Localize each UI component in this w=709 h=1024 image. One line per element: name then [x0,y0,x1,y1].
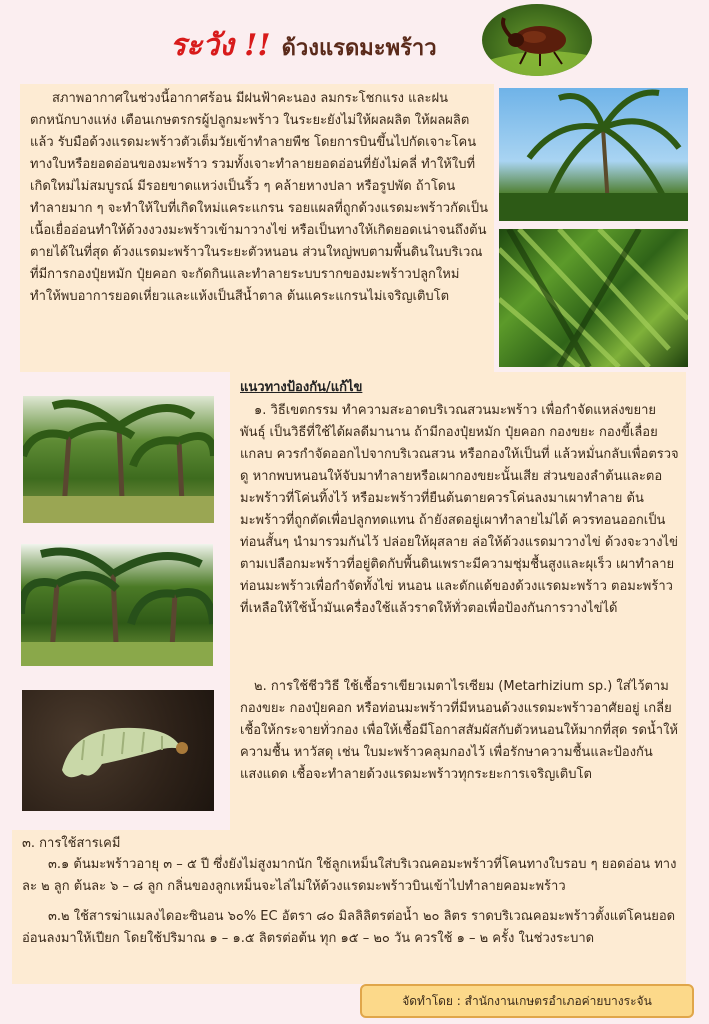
chemical-item-1: ๓.๑ ต้นมะพร้าวอายุ ๓ – ๕ ปี ซึ่งยังไม่สูงมากนัก ใช้ลูกเหม็นใส่บริเวณคอมะพร้าวที่โคนทางใบรอบ ๆ ยอดอ่อน ทางละ ๒ ลูก ต้นละ ๖ – ๘ ลูก กลิ่นของลูกเหม็นจะไล่ไม่ให้ด้วงแรดมะพร้าวบินเข้าไปทำลายคอมะพร้าว [22,857,677,894]
beetle-larva-photo [22,690,214,811]
credit-text: จัดทำโดย : สำนักงานเกษตรอำเภอค่ายบางระจัน [402,993,652,1008]
palm-frond-photo [499,229,688,367]
credit-box [360,984,694,1018]
chemical-heading: ๓. การใช้สารเคมี [22,836,121,851]
beetle-photo [482,4,592,76]
prevention-item-1: ๑. วิธีเขตกรรม ทำความสะอาดบริเวณสวนมะพร้าว เพื่อกำจัดแหล่งขยายพันธุ์ เป็นวิธีที่ใช้ได้ผลดีมานาน ถ้ามีกองปุ๋ยหมัก ปุ๋ยคอก กองขยะ กองขี้เลื่อย แกลบ ควรกำจัดออกไปจากบริเวณสวน หรือกองให้เป็นที่ แล้วหมั่นกลับเพื่อตรวจดู หากพบหนอนให้จับมาทำลายหรือเผากองขยะนั้นเสีย ส่วนของลำต้นและตอมะพร้าวที่โค่นทิ้งไว้ หรือมะพร้าวที่ยืนต้นตายควรโค่นลงมาเผาทำลาย ต้นมะพร้าวที่ถูกตัดเพื่อปลูกทดแทน ถ้ายังสดอยู่เผาทำลายไม่ได้ ควรทอนออกเป็นท่อนสั้นๆ นำมารวมกันไว้ ปล่อยให้ผุสลาย ล่อให้ด้วงแรดมาวางไข่ ด้วงจะวางไข่ตามเปลือกมะพร้าวที่อยู่ติดกับพื้นดินเพราะมีความชุ่มชื้นสูงและผุเร็ว เผาทำลายท่อนมะพร้าวเพื่อกำจัดทั้งไข่ หนอน และดักแด้ของด้วงแรดมะพร้าว ตอมะพร้าวที่เหลือให้ใช้น้ำมันเครื่องใช้แล้วราดให้ทั่วตอเพื่อป้องกันการวางไข่ได้ [240,403,679,616]
title-label: ด้วงแรดมะพร้าว [281,36,437,61]
chemical-item-2: ๓.๒ ใช้สารฆ่าแมลงไดอะซินอน ๖๐% EC อัตรา ๘๐ มิลลิลิตรต่อน้ำ ๒๐ ลิตร ราดบริเวณคอมะพร้าวตั้งแต่โคนยอดอ่อนลงมาให้เปียก โดยใช้ปริมาณ ๑ – ๑.๕ ลิตรต่อต้น ทุก ๑๕ – ๒๐ วัน ควรใช้ ๑ – ๒ ครั้ง ในช่วงระบาด [22,909,676,946]
coconut-grove-photo-2 [21,544,213,666]
intro-text: สภาพอากาศในช่วงนี้อากาศร้อน มีฝนฟ้าคะนอง ลมกระโชกแรง และฝนตกหนักบางแห่ง เตือนเกษตรกรผู้ปลูกมะพร้าว ในระยะยังไม่ให้ผลผลิต ให้ผลผลิตแล้ว รับมือด้วงแรดมะพร้าวตัวเต็มวัยเข้าทำลายพืช โดยการบินขึ้นไปกัดเจาะโคนทางใบหรือยอดอ่อนของมะพร้าว รวมทั้งเจาะทำลายยอดอ่อนที่ยังไม่คลี่ ทำให้ใบที่เกิดใหม่ไม่สมบูรณ์ มีรอยขาดแหว่งเป็นริ้ว ๆ คล้ายหางปลา หรือรูปพัด ถ้าโดนทำลายมาก ๆ จะทำให้ใบที่เกิดใหม่แคระแกรน รอยแผลที่ถูกด้วงแรดมะพร้าวกัดเป็นเนื้อเยื่ออ่อนทำให้ด้วงงวงมะพร้าวเข้ามาวางไข่ หรือเป็นทางให้เกิดยอดเน่าจนถึงต้นตายได้ในที่สุด ด้วงแรดมะพร้าวในระยะตัวหนอน ส่วนใหญ่พบตามพื้นดินในบริเวณที่มีการกองปุ๋ยหมัก ปุ๋ยคอก จะกัดกินและทำลายระบบรากของมะพร้าวปลูกใหม่ ทำให้พบอาการยอดเหี่ยวและแห้งเป็นสีน้ำตาล ต้นแคระแกรนไม่เจริญเติบโต [30,91,489,304]
prevention-heading: แนวทางป้องกัน/แก้ไข [240,380,363,395]
page-title [170,22,437,69]
coconut-grove-photo-1 [23,396,214,523]
prevention-item-2: ๒. การใช้ชีววิธี ใช้เชื้อราเขียวเมตาไรเซียม (Metarhizium sp.) ใส่ไว้ตามกองขยะ กองปุ๋ยคอก หรือท่อนมะพร้าวที่มีหนอนด้วงแรดมะพร้าวอาศัยอยู่ เกลี่ยเชื้อให้กระจายทั่วกอง เพื่อให้เชื้อมีโอกาสสัมผัสกับตัวหนอนให้มากที่สุด รดน้ำให้ความชื้น หาวัสดุ เช่น ใบมะพร้าวคลุมกองไว้ เพื่อรักษาความชื้นและป้องกันแสงแดด เชื้อจะทำลายด้วงแรดมะพร้าวทุกระยะการเจริญเติบโต [240,679,679,782]
warning-label: ระวัง !! [170,28,271,63]
palm-sky-photo [499,88,688,221]
